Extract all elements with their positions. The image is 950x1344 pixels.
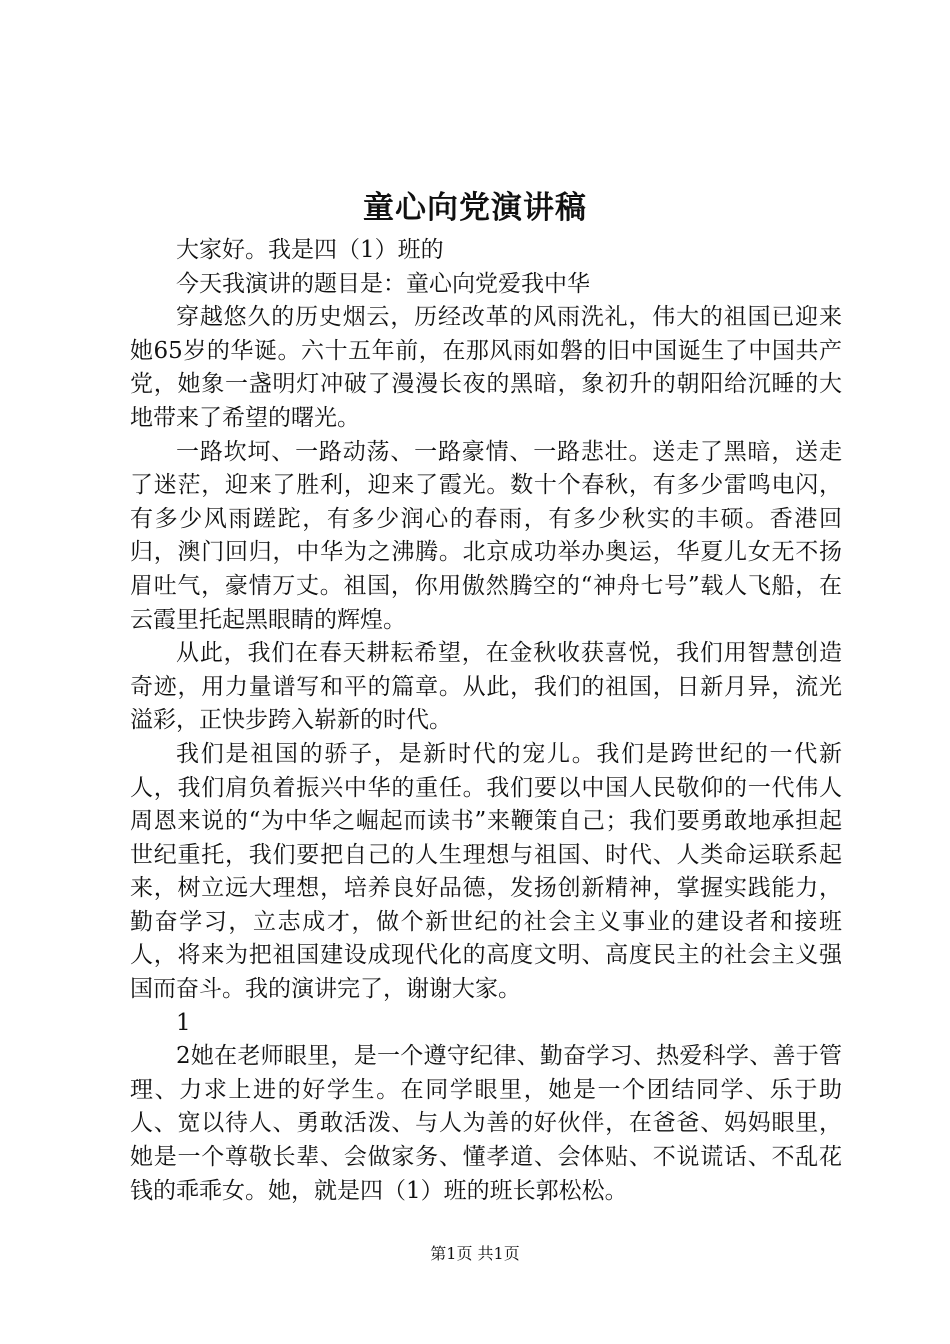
paragraph-number: 1 bbox=[176, 1009, 191, 1036]
paragraph-journey: 一路坎坷、一路动荡、一路豪情、一路悲壮。送走了黑暗，送走了迷茫，迎来了胜利，迎来了霞光。数十个春秋，有多少雷鸣电闪，有多少风雨蹉跎，有多少润心的春雨，有多少秋实的丰硕。香港回归，澳门回归，中华为之沸腾。北京成功举办奥运，华夏儿女无不扬眉吐气，豪情万丈。祖国，你用傲然腾空的“神舟七号”载人飞船，在云霞里托起黑眼睛的辉煌。 bbox=[130, 438, 842, 633]
paragraph-history: 穿越悠久的历史烟云，历经改革的风雨洗礼，伟大的祖国已迎来她65岁的华诞。六十五年前，在那风雨如磐的旧中国诞生了中国共产党，她象一盏明灯冲破了漫漫长夜的黑暗，象初升的朝阳给沉睡的大地带来了希望的曙光。 bbox=[130, 304, 842, 431]
document-body bbox=[130, 234, 842, 1208]
paragraph-responsibility: 我们是祖国的骄子，是新时代的宠儿。我们是跨世纪的一代新人，我们肩负着振兴中华的重任。我们要以中国人民敬仰的一代伟人周恩来说的“为中华之崛起而读书”来鞭策自己；我们要勇敢地承担起世纪重托，我们要把自己的人生理想与祖国、时代、人类命运联系起来，树立远大理想，培养良好品德，发扬创新精神，掌握实践能力，勤奋学习，立志成才，做个新世纪的社会主义事业的建设者和接班人，将来为把祖国建设成现代化的高度文明、高度民主的社会主义强国而奋斗。我的演讲完了，谢谢大家。 bbox=[130, 740, 842, 1003]
page-footer: 第1页 共1页 bbox=[430, 1244, 520, 1263]
paragraph-greeting: 大家好。我是四（1）班的 bbox=[176, 237, 444, 263]
paragraph-since: 从此，我们在春天耕耘希望，在金秋收获喜悦，我们用智慧创造奇迹，用力量谱写和平的篇章。从此，我们的祖国，日新月异，流光溢彩，正快步跨入崭新的时代。 bbox=[130, 640, 842, 734]
paragraph-topic: 今天我演讲的题目是：童心向党爱我中华 bbox=[176, 270, 590, 297]
document-title: 童心向党演讲稿 bbox=[363, 190, 587, 226]
paragraph-classmate: 2她在老师眼里，是一个遵守纪律、勤奋学习、热爱科学、善于管理、力求上进的好学生。在同学眼里，她是一个团结同学、乐于助人、宽以待人、勇敢活泼、与人为善的好伙伴，在爸爸、妈妈眼里，她是一个尊敬长辈、会做家务、懂孝道、会体贴、不说谎话、不乱花钱的乖乖女。她，就是四（1）班的班长郭松松。 bbox=[130, 1043, 842, 1204]
